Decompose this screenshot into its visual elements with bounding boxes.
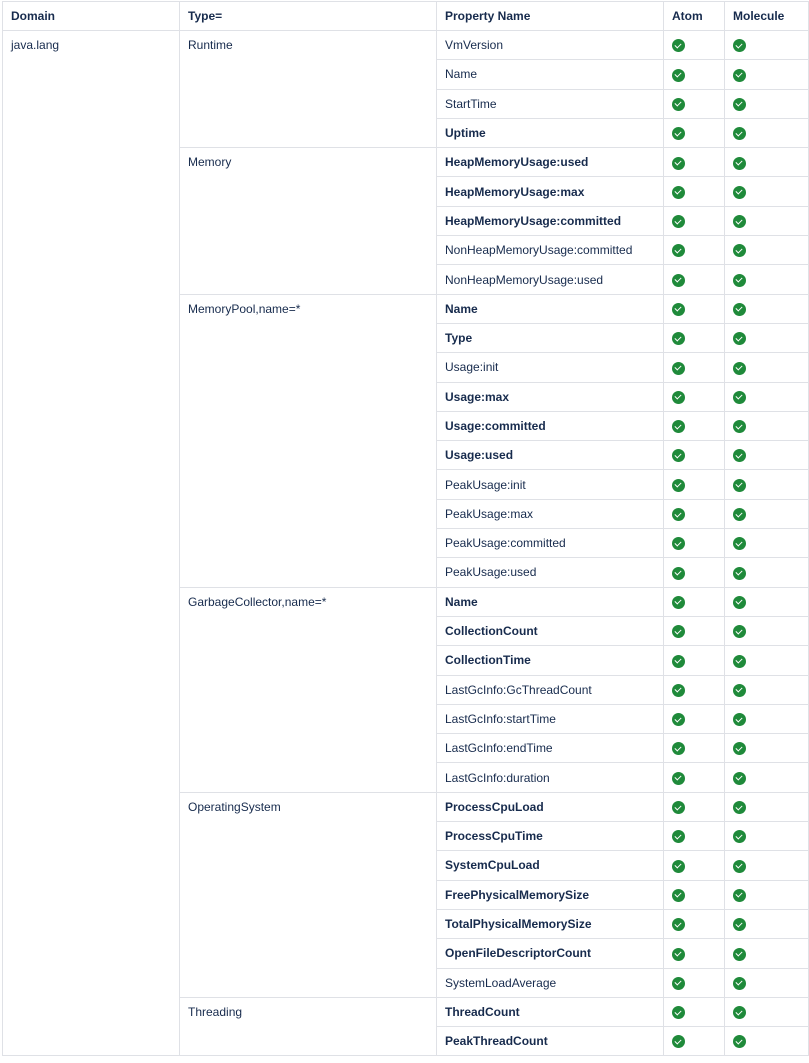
check-icon <box>733 977 746 990</box>
check-icon <box>733 186 746 199</box>
check-icon <box>672 39 685 52</box>
property-name-cell: VmVersion <box>437 31 664 60</box>
atom-cell <box>664 177 725 206</box>
property-name-cell: CollectionTime <box>437 646 664 675</box>
check-icon <box>672 772 685 785</box>
atom-cell <box>664 529 725 558</box>
check-icon <box>733 772 746 785</box>
molecule-cell <box>725 323 809 352</box>
property-name-cell: ProcessCpuTime <box>437 822 664 851</box>
atom-cell <box>664 763 725 792</box>
property-name-cell: Usage:used <box>437 441 664 470</box>
atom-cell <box>664 675 725 704</box>
check-icon <box>733 948 746 961</box>
check-icon <box>672 215 685 228</box>
atom-cell <box>664 822 725 851</box>
jmx-properties-table <box>2 1 809 1056</box>
property-name-cell: HeapMemoryUsage:committed <box>437 206 664 235</box>
atom-cell <box>664 265 725 294</box>
molecule-cell <box>725 60 809 89</box>
check-icon <box>733 537 746 550</box>
property-name-cell: StartTime <box>437 89 664 118</box>
header-atom: Atom <box>664 2 725 31</box>
header-domain: Domain <box>3 2 180 31</box>
property-name-cell: NonHeapMemoryUsage:committed <box>437 236 664 265</box>
check-icon <box>672 332 685 345</box>
atom-cell <box>664 851 725 880</box>
atom-cell <box>664 382 725 411</box>
property-name-cell: PeakUsage:init <box>437 470 664 499</box>
type-cell: OperatingSystem <box>180 792 437 997</box>
check-icon <box>733 244 746 257</box>
property-name-cell: PeakUsage:used <box>437 558 664 587</box>
type-cell: Threading <box>180 997 437 1056</box>
property-name-cell: PeakThreadCount <box>437 1027 664 1056</box>
atom-cell <box>664 148 725 177</box>
property-name-cell: LastGcInfo:duration <box>437 763 664 792</box>
molecule-cell <box>725 880 809 909</box>
atom-cell <box>664 792 725 821</box>
check-icon <box>733 713 746 726</box>
molecule-cell <box>725 646 809 675</box>
check-icon <box>672 625 685 638</box>
check-icon <box>733 449 746 462</box>
table-body <box>3 31 809 1056</box>
molecule-cell <box>725 1027 809 1056</box>
check-icon <box>672 244 685 257</box>
atom-cell <box>664 939 725 968</box>
check-icon <box>733 39 746 52</box>
molecule-cell <box>725 792 809 821</box>
check-icon <box>672 655 685 668</box>
atom-cell <box>664 616 725 645</box>
atom-cell <box>664 294 725 323</box>
property-name-cell: Uptime <box>437 118 664 147</box>
molecule-cell <box>725 675 809 704</box>
molecule-cell <box>725 148 809 177</box>
property-name-cell: HeapMemoryUsage:used <box>437 148 664 177</box>
property-name-cell: OpenFileDescriptorCount <box>437 939 664 968</box>
check-icon <box>733 742 746 755</box>
property-name-cell: Usage:committed <box>437 411 664 440</box>
atom-cell <box>664 997 725 1026</box>
check-icon <box>733 860 746 873</box>
property-name-cell: FreePhysicalMemorySize <box>437 880 664 909</box>
property-name-cell: Name <box>437 294 664 323</box>
property-name-cell: ProcessCpuLoad <box>437 792 664 821</box>
check-icon <box>733 274 746 287</box>
atom-cell <box>664 89 725 118</box>
molecule-cell <box>725 89 809 118</box>
molecule-cell <box>725 353 809 382</box>
check-icon <box>733 801 746 814</box>
atom-cell <box>664 118 725 147</box>
atom-cell <box>664 411 725 440</box>
atom-cell <box>664 441 725 470</box>
molecule-cell <box>725 382 809 411</box>
check-icon <box>672 69 685 82</box>
atom-cell <box>664 968 725 997</box>
check-icon <box>672 127 685 140</box>
check-icon <box>733 625 746 638</box>
atom-cell <box>664 734 725 763</box>
check-icon <box>733 830 746 843</box>
property-name-cell: ThreadCount <box>437 997 664 1026</box>
atom-cell <box>664 323 725 352</box>
check-icon <box>733 889 746 902</box>
atom-cell <box>664 236 725 265</box>
molecule-cell <box>725 939 809 968</box>
check-icon <box>733 157 746 170</box>
check-icon <box>733 1006 746 1019</box>
check-icon <box>733 69 746 82</box>
property-name-cell: CollectionCount <box>437 616 664 645</box>
check-icon <box>672 274 685 287</box>
molecule-cell <box>725 411 809 440</box>
check-icon <box>672 1035 685 1048</box>
molecule-cell <box>725 851 809 880</box>
property-name-cell: Name <box>437 60 664 89</box>
property-name-cell: LastGcInfo:startTime <box>437 704 664 733</box>
check-icon <box>733 479 746 492</box>
molecule-cell <box>725 763 809 792</box>
check-icon <box>672 684 685 697</box>
molecule-cell <box>725 499 809 528</box>
check-icon <box>733 391 746 404</box>
check-icon <box>733 332 746 345</box>
check-icon <box>672 420 685 433</box>
table-row <box>3 31 809 60</box>
header-property-name: Property Name <box>437 2 664 31</box>
domain-cell: java.lang <box>3 31 180 1056</box>
check-icon <box>733 596 746 609</box>
check-icon <box>672 508 685 521</box>
molecule-cell <box>725 294 809 323</box>
check-icon <box>672 742 685 755</box>
atom-cell <box>664 206 725 235</box>
check-icon <box>672 596 685 609</box>
atom-cell <box>664 60 725 89</box>
check-icon <box>672 391 685 404</box>
property-name-cell: PeakUsage:max <box>437 499 664 528</box>
atom-cell <box>664 31 725 60</box>
check-icon <box>733 215 746 228</box>
molecule-cell <box>725 206 809 235</box>
molecule-cell <box>725 470 809 499</box>
check-icon <box>672 449 685 462</box>
molecule-cell <box>725 734 809 763</box>
atom-cell <box>664 353 725 382</box>
molecule-cell <box>725 441 809 470</box>
molecule-cell <box>725 587 809 616</box>
check-icon <box>733 567 746 580</box>
type-cell: GarbageCollector,name=* <box>180 587 437 792</box>
check-icon <box>672 157 685 170</box>
check-icon <box>672 1006 685 1019</box>
molecule-cell <box>725 236 809 265</box>
molecule-cell <box>725 704 809 733</box>
molecule-cell <box>725 968 809 997</box>
property-name-cell: TotalPhysicalMemorySize <box>437 909 664 938</box>
check-icon <box>672 303 685 316</box>
property-name-cell: Type <box>437 323 664 352</box>
property-name-cell: Usage:init <box>437 353 664 382</box>
header-row <box>3 2 809 31</box>
atom-cell <box>664 646 725 675</box>
molecule-cell <box>725 265 809 294</box>
atom-cell <box>664 558 725 587</box>
type-cell: Runtime <box>180 31 437 148</box>
molecule-cell <box>725 822 809 851</box>
check-icon <box>733 420 746 433</box>
check-icon <box>672 567 685 580</box>
check-icon <box>672 977 685 990</box>
molecule-cell <box>725 118 809 147</box>
check-icon <box>672 830 685 843</box>
check-icon <box>733 508 746 521</box>
check-icon <box>672 889 685 902</box>
check-icon <box>672 186 685 199</box>
molecule-cell <box>725 909 809 938</box>
check-icon <box>672 713 685 726</box>
molecule-cell <box>725 616 809 645</box>
check-icon <box>733 684 746 697</box>
check-icon <box>672 801 685 814</box>
molecule-cell <box>725 997 809 1026</box>
atom-cell <box>664 587 725 616</box>
check-icon <box>672 98 685 111</box>
atom-cell <box>664 1027 725 1056</box>
check-icon <box>672 537 685 550</box>
property-name-cell: HeapMemoryUsage:max <box>437 177 664 206</box>
check-icon <box>733 127 746 140</box>
atom-cell <box>664 909 725 938</box>
molecule-cell <box>725 31 809 60</box>
atom-cell <box>664 499 725 528</box>
atom-cell <box>664 880 725 909</box>
check-icon <box>733 655 746 668</box>
type-cell: Memory <box>180 148 437 294</box>
molecule-cell <box>725 177 809 206</box>
check-icon <box>733 918 746 931</box>
property-name-cell: LastGcInfo:GcThreadCount <box>437 675 664 704</box>
molecule-cell <box>725 558 809 587</box>
check-icon <box>733 98 746 111</box>
check-icon <box>733 1035 746 1048</box>
property-name-cell: LastGcInfo:endTime <box>437 734 664 763</box>
check-icon <box>672 918 685 931</box>
header-molecule: Molecule <box>725 2 809 31</box>
check-icon <box>733 303 746 316</box>
check-icon <box>672 479 685 492</box>
property-name-cell: PeakUsage:committed <box>437 529 664 558</box>
atom-cell <box>664 470 725 499</box>
property-name-cell: NonHeapMemoryUsage:used <box>437 265 664 294</box>
property-name-cell: Usage:max <box>437 382 664 411</box>
check-icon <box>672 860 685 873</box>
check-icon <box>672 948 685 961</box>
property-name-cell: SystemLoadAverage <box>437 968 664 997</box>
molecule-cell <box>725 529 809 558</box>
property-name-cell: SystemCpuLoad <box>437 851 664 880</box>
type-cell: MemoryPool,name=* <box>180 294 437 587</box>
check-icon <box>672 362 685 375</box>
property-name-cell: Name <box>437 587 664 616</box>
check-icon <box>733 362 746 375</box>
atom-cell <box>664 704 725 733</box>
header-type: Type= <box>180 2 437 31</box>
